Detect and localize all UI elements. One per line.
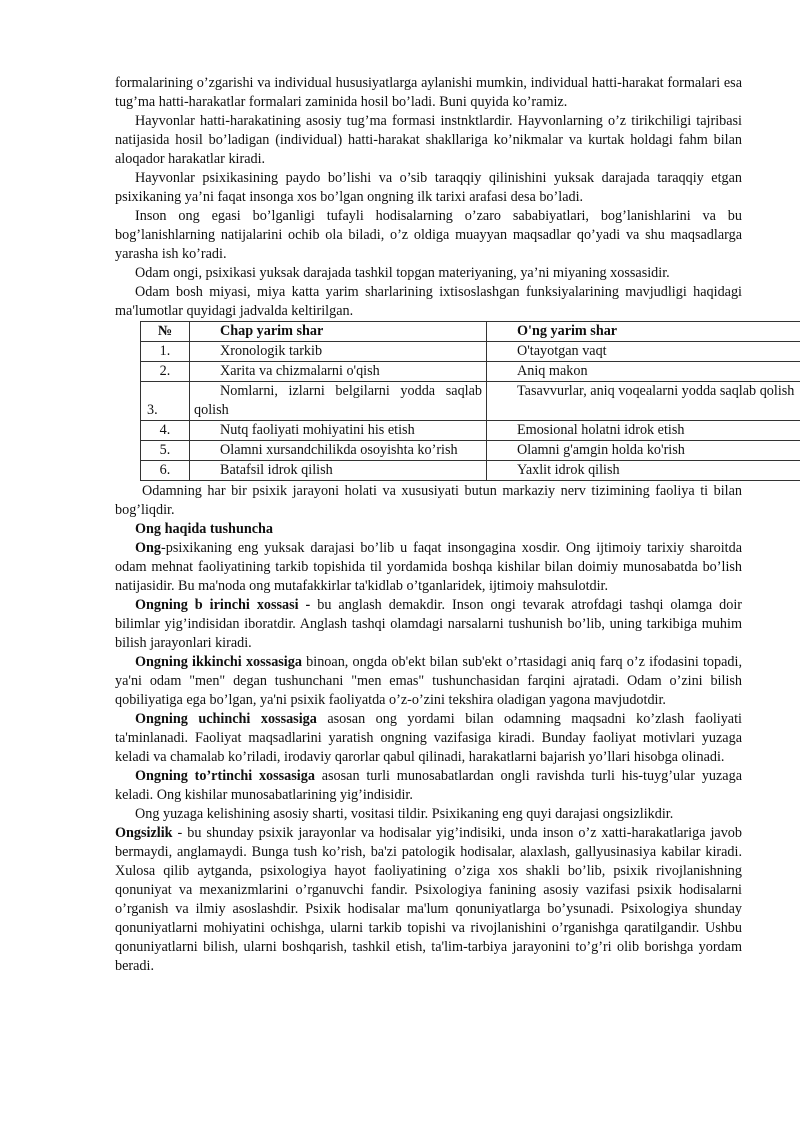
table-cell-right: Tasavvurlar, aniq voqealarni yodda saqlab qolish <box>487 382 800 421</box>
table-cell-num: 6. <box>141 461 190 481</box>
paragraph-text: asosan ong yordami bilan odamning maqsadni ko’zlash faoliyati ta'minlanadi. Faoliyat maqsadlarini yaratish ongning vazifasiga kiradi. Bunday faoliyat motivlari yuzaga keladi va chamalab ko’riladi, irodaviy qarorlar qabul qilinadi, harakatlarni bajarish yo’llari hisobga olinadi. <box>115 711 742 765</box>
table-cell-right: Aniq makon <box>487 362 800 382</box>
table-row <box>141 461 800 481</box>
table-cell-num: 4. <box>141 421 190 441</box>
table-cell-left: Nutq faoliyati mohiyatini his etish <box>190 421 487 441</box>
bold-term: Ongning to’rtinchi xossasiga <box>135 768 315 784</box>
paragraph <box>115 710 742 767</box>
bold-term: Ongning uchinchi xossasiga <box>135 711 317 727</box>
paragraph-text: - bu shunday psixik jarayonlar va hodisalar yig’indisiki, unda inson o’z xatti-harakatlariga javob bermaydi, anglamaydi. Bunga tush ko’rish, ba'zi patologik hodisalar, alaxlash, gallyusinasiya kabilar kiradi. Xulosa qilib aytganda, psixologiya hayot faoliyatining o’ziga xos shakli bo’lib, psixik rivojlanishning qonuniyat va mexanizmlarini o’rganuvchi fandir. Psixologiya fanining asosiy vazifasi psixik hodisalarni o’rganish va ilmiy asoslashdir. Psixik hodisalar ma'lum qonuniyatlarga bo’ysunadi. Psixologiya shunday qonuniyatlarni mohiyatini ochishga, ularni tarkib topishi va rivojlanishini o’rganishga qaratilgandir. Ushbu qonuniyatlarni bilish, ularni boshqarish, tashkil etish, ta'lim-tarbiya jarayonini to’g’ri olib borishga yordam beradi. <box>115 825 742 974</box>
section-heading <box>115 520 742 539</box>
table-cell-left: Xarita va chizmalarni o'qish <box>190 362 487 382</box>
table-cell-num: 1. <box>141 342 190 362</box>
paragraph <box>115 767 742 805</box>
table-cell-num: 5. <box>141 441 190 461</box>
paragraph-text: -psixikaning eng yuksak darajasi bo’lib u faqat insongagina xosdir. Ong ijtimoiy tarixiy sharoitda odam mehnat faoliyatining tarkib topishida til yordamida boshqa kishilar bilan doimiy munosabatda bo’lish natijasidir. Bu ma'noda ong mutafakkirlar ta'kidlab o’tganlaridek, ijtimoiy mahsulotdir. <box>115 540 742 594</box>
table-cell-left: Batafsil idrok qilish <box>190 461 487 481</box>
paragraph <box>115 539 742 596</box>
table-cell-right: O'tayotgan vaqt <box>487 342 800 362</box>
paragraph <box>115 653 742 710</box>
table-row <box>141 421 800 441</box>
table-row <box>141 382 800 421</box>
table-header-row <box>141 322 800 342</box>
paragraph-text: asosan turli munosabatlardan ongli ravishda turli his-tuyg’ular yuzaga keladi. Ong kishilar munosabatlarining yig’indisidir. <box>115 768 743 803</box>
paragraph: Inson ong egasi bo’lganligi tufayli hodisalarning o’zaro sababiyatlari, bog’lanishlarini va bu bog’lanishlarning natijalarini ochib ola biladi, o’z oldiga muayyan maqsadlar qo’yadi va shu maqsadlarga yarasha ish ko’radi. <box>115 208 742 262</box>
table-header-num: № <box>141 322 190 342</box>
table-cell-left: Olamni xursandchilikda osoyishta ko’rish <box>190 441 487 461</box>
paragraph: formalarining o’zgarishi va individual hususiyatlarga aylanishi mumkin, individual hatti-harakat formalari esa tug’ma hatti-harakatlar formalari zaminida hosil bo’ladi. Buni quyida ko’ramiz. <box>115 75 742 110</box>
paragraph: Odam bosh miyasi, miya katta yarim sharlarining ixtisoslashgan funksiyalarining mavjudligi haqidagi ma'lumotlar quyidagi jadvalda keltirilgan. <box>115 284 742 319</box>
table-cell-right: Emosional holatni idrok etish <box>487 421 800 441</box>
paragraph: Odamning har bir psixik jarayoni holati va xususiyati butun markaziy nerv tizimining faoliya ti bilan bog’liqdir. <box>115 483 742 518</box>
paragraph: Odam ongi, psixikasi yuksak darajada tashkil topgan materiyaning, ya’ni miyaning xossasidir. <box>135 265 670 281</box>
paragraph: Ong yuzaga kelishining asosiy sharti, vositasi tildir. Psixikaning eng quyi darajasi ongsizlikdir. <box>135 806 674 822</box>
paragraph: Hayvonlar hatti-harakatining asosiy tug’ma formasi instnktlardir. Hayvonlarning o’z tirikchiligi tajribasi natijasida hosil bo’ladigan (individual) hatti-harakat shakllariga ko’nikmalar va kurtak holdagi fahm bilan aloqador harakatlar kiradi. <box>115 113 742 167</box>
document-page <box>115 74 795 976</box>
table-row <box>141 342 800 362</box>
paragraph-text: bu anglash demakdir. Inson ongi tevarak atrofdagi tashqi olamga doir bilimlar yig’indisidan iboratdir. Anglash tashqi olamdagi narsalarni tushunish bo’lib, uning tarkibiga muhim bilish jarayonlari kiradi. <box>115 597 742 651</box>
paragraph <box>115 596 742 653</box>
table-cell-num: 3. <box>141 382 190 421</box>
table-header-left: Chap yarim shar <box>190 322 487 342</box>
table-cell-num: 2. <box>141 362 190 382</box>
paragraph-text: binoan, ongda ob'ekt bilan sub'ekt o’rtasidagi aniq farq o’z ifodasini topadi, ya'ni odam "men" degan tushunchani "men emas" tushunchasidan farqini ajratadi. Odam o’zini bilish qobiliyatiga ega bo’lgan, ya'ni psixik faoliyatda o’z-o’zini tekshira oladigan yagona mavjudotdir. <box>115 654 742 708</box>
bold-term: Ong <box>135 540 162 556</box>
bold-term: Ongsizlik <box>115 825 173 841</box>
table-cell-left: Xronologik tarkib <box>190 342 487 362</box>
table-row <box>141 441 800 461</box>
table-row <box>141 362 800 382</box>
table-cell-left: Nomlarni, izlarni belgilarni yodda saqlab qolish <box>190 382 487 421</box>
hemisphere-table <box>140 321 800 481</box>
table-cell-right: Olamni g'amgin holda ko'rish <box>487 441 800 461</box>
bold-term: Ongning b irinchi xossasi - <box>135 597 311 613</box>
heading-text: Ong haqida tushuncha <box>135 521 274 537</box>
table-cell-right: Yaxlit idrok qilish <box>487 461 800 481</box>
paragraph: Hayvonlar psixikasining paydo bo’lishi va o’sib taraqqiy qilinishini yuksak darajada taraqqiy etgan psixikaning ya’ni faqat insonga xos bo’lgan ongning ilk tarixi arafasi desa bo’ladi. <box>115 170 742 205</box>
bold-term: Ongning ikkinchi xossasiga <box>135 654 302 670</box>
table-header-right: O'ng yarim shar <box>487 322 800 342</box>
paragraph <box>115 824 742 976</box>
